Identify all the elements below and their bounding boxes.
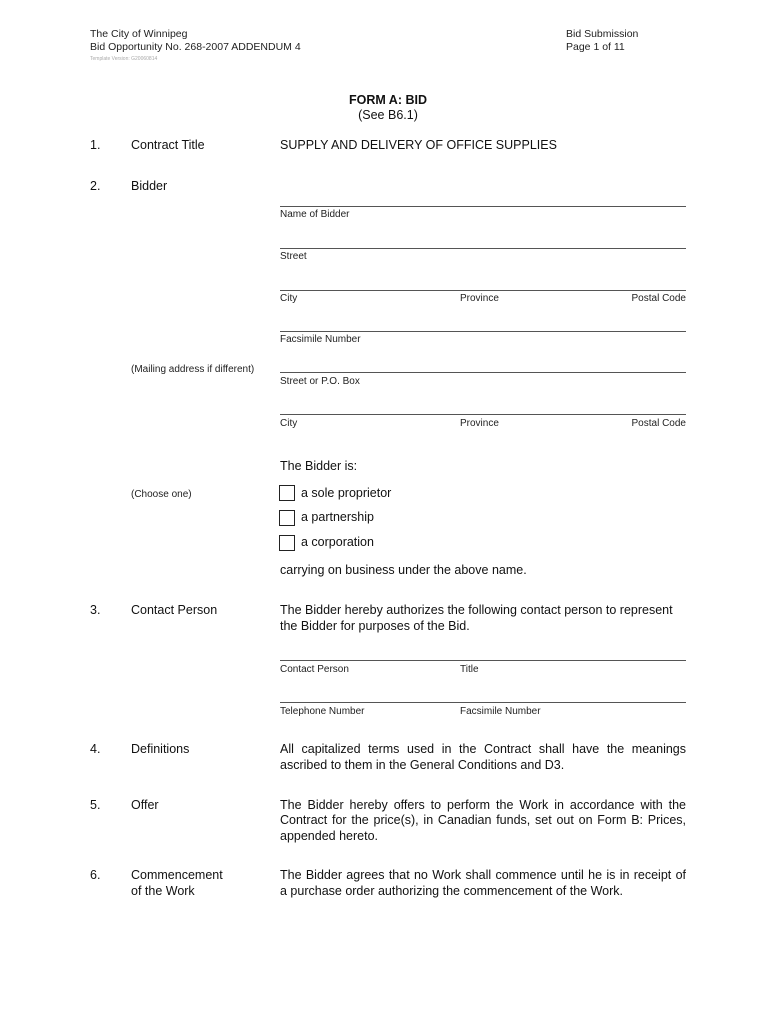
contact-authorization-line-2: the Bidder for purposes of the Bid. xyxy=(280,619,470,633)
section-5-number: 5. xyxy=(90,798,101,812)
sole-proprietor-label: a sole proprietor xyxy=(301,486,392,500)
definitions-line-1: All capitalized terms used in the Contract shall have the meanings xyxy=(280,742,686,756)
section-2-number: 2. xyxy=(90,179,101,193)
contact-facsimile-label: Facsimile Number xyxy=(460,706,541,717)
city-label: City xyxy=(280,293,298,304)
facsimile-label: Facsimile Number xyxy=(280,334,361,345)
mailing-province-label: Province xyxy=(460,418,499,429)
section-3-number: 3. xyxy=(90,603,101,617)
template-version: Template Version: G20060814 xyxy=(90,56,158,62)
section-1-label: Contract Title xyxy=(131,138,205,152)
bidder-is-label: The Bidder is: xyxy=(280,459,358,473)
sole-proprietor-checkbox[interactable] xyxy=(279,485,295,501)
name-of-bidder-field[interactable] xyxy=(280,206,686,207)
telephone-facsimile-field[interactable] xyxy=(280,702,686,703)
street-po-box-label: Street or P.O. Box xyxy=(280,376,360,387)
postal-code-label: Postal Code xyxy=(631,293,686,304)
offer-line-3: appended hereto. xyxy=(280,829,379,843)
contract-title-value: SUPPLY AND DELIVERY OF OFFICE SUPPLIES xyxy=(280,138,557,152)
mailing-city-label: City xyxy=(280,418,298,429)
form-title: FORM A: BID xyxy=(349,93,427,107)
section-6-label-line-1: Commencement xyxy=(131,868,223,882)
street-label: Street xyxy=(280,251,307,262)
corporation-label: a corporation xyxy=(301,535,374,549)
section-4-label: Definitions xyxy=(131,742,190,756)
section-2-label: Bidder xyxy=(131,179,168,193)
header-submission: Bid Submission xyxy=(566,28,639,40)
section-6-label-line-2: of the Work xyxy=(131,884,195,898)
partnership-label: a partnership xyxy=(301,510,374,524)
commencement-line-1: The Bidder agrees that no Work shall commence until he is in receipt of xyxy=(280,868,686,882)
contact-person-title-field[interactable] xyxy=(280,660,686,661)
header-page: Page 1 of 11 xyxy=(566,41,625,53)
definitions-line-2: ascribed to them in the General Conditions and D3. xyxy=(280,758,565,772)
partnership-checkbox[interactable] xyxy=(279,510,295,526)
mailing-postal-code-label: Postal Code xyxy=(631,418,686,429)
corporation-checkbox[interactable] xyxy=(279,535,295,551)
street-field[interactable] xyxy=(280,248,686,249)
section-1-number: 1. xyxy=(90,138,101,152)
province-label: Province xyxy=(460,293,499,304)
choose-one-label: (Choose one) xyxy=(131,489,192,500)
form-subtitle: (See B6.1) xyxy=(358,108,418,122)
mailing-address-label: (Mailing address if different) xyxy=(131,364,255,375)
title-label: Title xyxy=(460,664,479,675)
carrying-on-text: carrying on business under the above name. xyxy=(280,563,527,577)
city-province-postal-field[interactable] xyxy=(280,290,686,291)
section-4-number: 4. xyxy=(90,742,101,756)
street-po-box-field[interactable] xyxy=(280,372,686,373)
header-org: The City of Winnipeg xyxy=(90,28,188,40)
contact-authorization-line-1: The Bidder hereby authorizes the following contact person to represent xyxy=(280,603,673,617)
telephone-number-label: Telephone Number xyxy=(280,706,365,717)
section-3-label: Contact Person xyxy=(131,603,218,617)
name-of-bidder-label: Name of Bidder xyxy=(280,209,350,220)
offer-line-1: The Bidder hereby offers to perform the Work in accordance with the xyxy=(280,798,686,812)
facsimile-field[interactable] xyxy=(280,331,686,332)
section-5-label: Offer xyxy=(131,798,159,812)
offer-line-2: Contract for the price(s), in Canadian funds, set out on Form B: Prices, xyxy=(280,813,686,827)
mailing-city-province-postal-field[interactable] xyxy=(280,414,686,415)
contact-person-label: Contact Person xyxy=(280,664,349,675)
commencement-line-2: a purchase order authorizing the commencement of the Work. xyxy=(280,884,623,898)
header-bid-opportunity: Bid Opportunity No. 268-2007 ADDENDUM 4 xyxy=(90,41,301,53)
section-6-number: 6. xyxy=(90,868,101,882)
